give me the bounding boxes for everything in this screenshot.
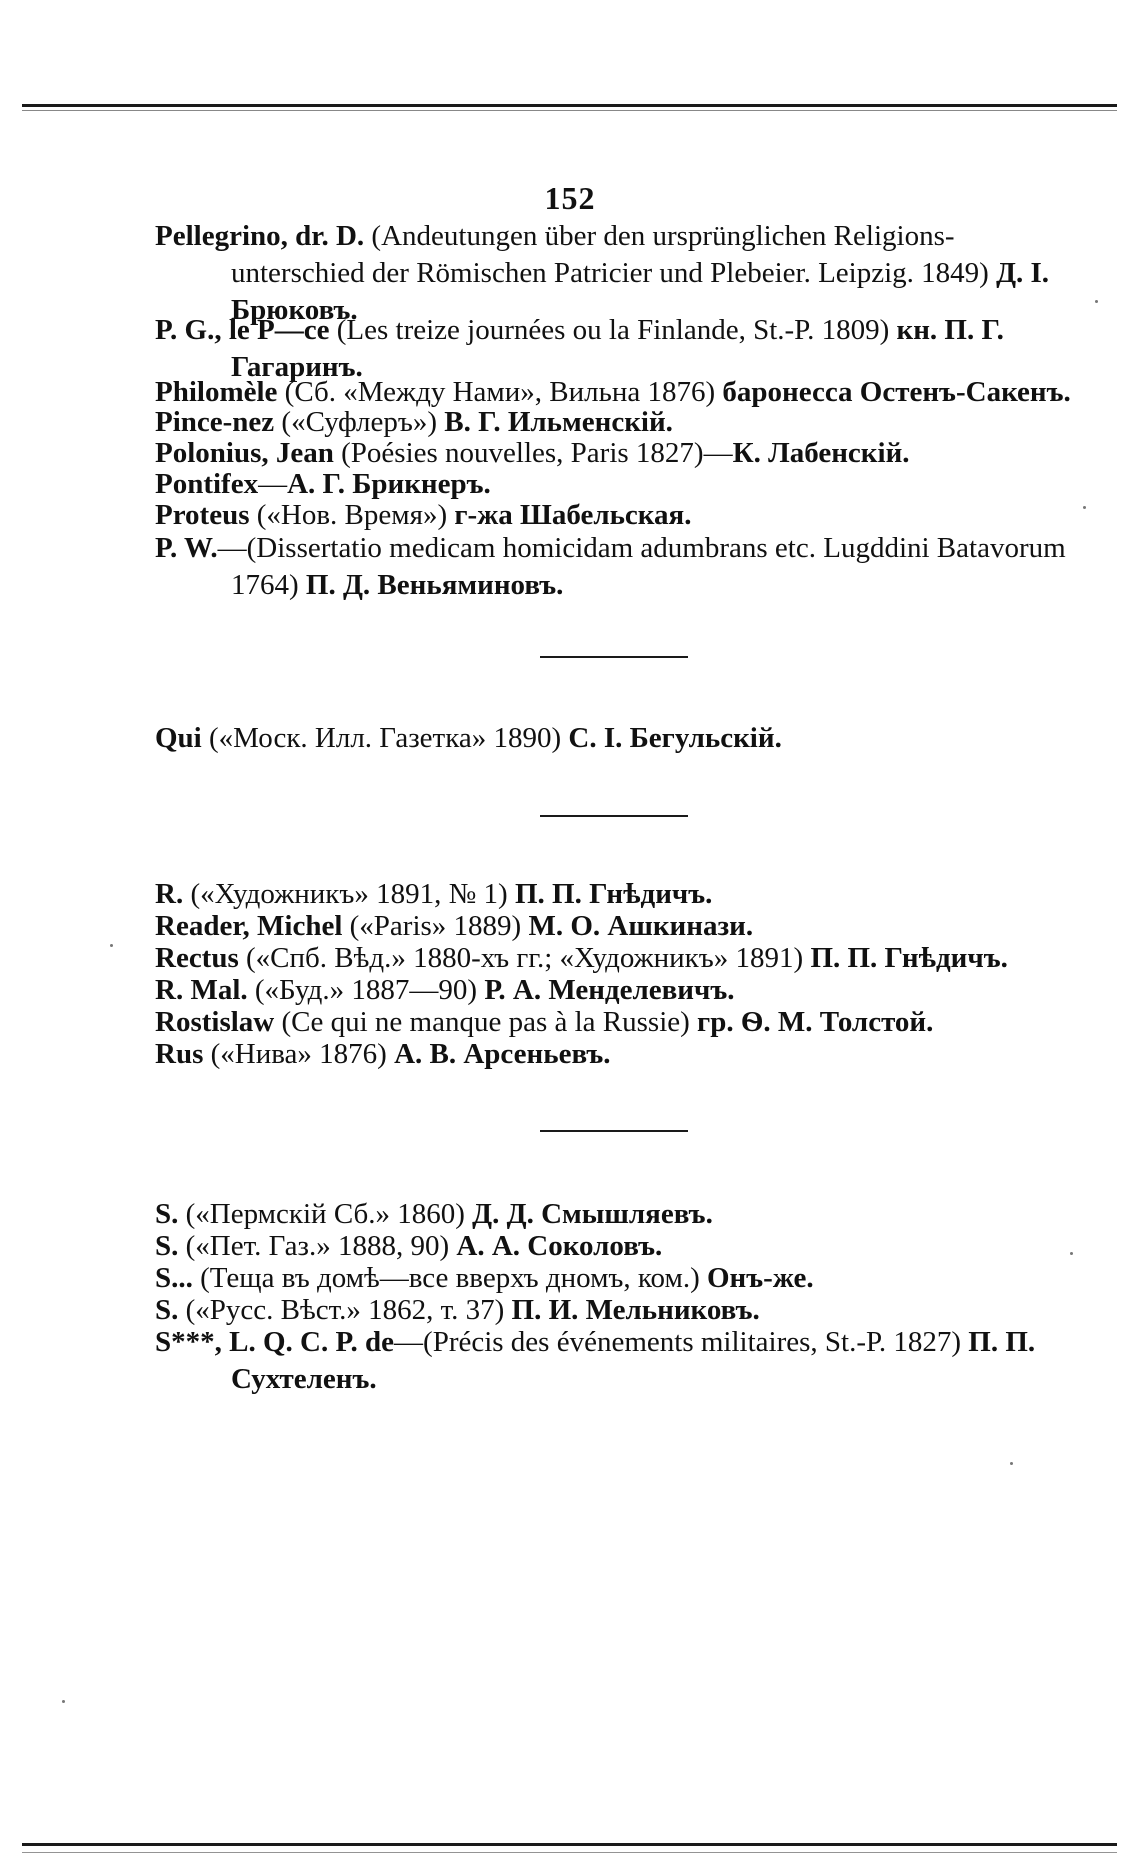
real-name: г-жа Шабельская. (454, 499, 692, 531)
real-name: П. Д. Веньяминовъ. (305, 569, 564, 601)
scan-speck (1095, 300, 1098, 303)
pseudonym: Reader, Michel (155, 910, 343, 942)
source-note: («Пет. Газ.» 1888, 90) (178, 1230, 457, 1262)
source-note: («Пермскій Сб.» 1860) (178, 1198, 473, 1230)
pseudonym: Pellegrino, dr. D. (155, 220, 365, 252)
pseudonym: Proteus (155, 499, 250, 531)
section-separator (540, 656, 688, 658)
pseudonym: Qui (155, 722, 202, 754)
source-note: —(Précis des événements militaires, St.-P. 1827) (394, 1326, 969, 1358)
real-name: П. П. Гнѣдичъ. (810, 942, 1008, 974)
source-note: («Русс. Вѣст.» 1862, т. 37) (178, 1294, 512, 1326)
real-name: А. В. Арсеньевъ. (394, 1038, 611, 1070)
top-border-rule-shadow (22, 110, 1117, 111)
pseudonym: Rostislaw (155, 1006, 275, 1038)
source-note: — (258, 468, 288, 500)
source-note: («Моск. Илл. Газетка» 1890) (201, 722, 569, 754)
real-name: гр. Ѳ. М. Толстой. (697, 1006, 934, 1038)
pseudonym: S. (155, 1198, 179, 1230)
source-note: («Нива» 1876) (203, 1038, 395, 1070)
source-note: (Poésies nouvelles, Paris 1827)— (333, 437, 733, 469)
pseudonym: S***, L. Q. C. P. de (155, 1326, 395, 1358)
section-separator (540, 1130, 688, 1132)
source-note: («Суфлеръ») (274, 406, 445, 438)
source-note: («Художникъ» 1891, № 1) (183, 878, 515, 910)
real-name: А. А. Соколовъ. (456, 1230, 663, 1262)
scan-speck (1010, 1462, 1013, 1465)
real-name: П. П. Гнѣдичъ. (514, 878, 713, 910)
page-number: 152 (544, 180, 596, 216)
real-name: Д. Д. Смышляевъ. (472, 1198, 713, 1230)
pseudonym: P. G., le P—ce (155, 314, 330, 346)
bottom-border-rule-shadow (22, 1852, 1117, 1853)
pseudonym: Polonius, Jean (155, 437, 334, 469)
real-name: С. І. Бегульскій. (568, 722, 782, 754)
real-name: Р. А. Менделевичъ. (484, 974, 735, 1006)
pseudonym: R. Mal. (155, 974, 248, 1006)
source-note: (Ce qui ne manque pas à la Russie) (274, 1006, 698, 1038)
pseudonym: S. (155, 1230, 179, 1262)
scan-speck (1070, 1252, 1073, 1255)
scan-speck (110, 944, 113, 947)
source-note: (Les treize journées ou la Finlande, St.-P. 1809) (329, 314, 897, 346)
pseudonym: Pince-nez (155, 406, 275, 438)
source-note: («Буд.» 1887—90) (247, 974, 485, 1006)
scan-speck (62, 1700, 65, 1703)
source-note: (Теща въ домѣ—все вверхъ дномъ, ком.) (192, 1262, 707, 1294)
source-note: (Сб. «Между Нами», Вильна 1876) (277, 376, 723, 408)
source-note: («Нов. Время») (249, 499, 455, 531)
real-name: К. Лабенскій. (732, 437, 910, 469)
index-entry (155, 720, 1075, 757)
real-name: Онъ-же. (707, 1262, 814, 1294)
index-entry (155, 1324, 1075, 1398)
pseudonym: Philomèle (155, 376, 278, 408)
real-name: В. Г. Ильменскій. (444, 406, 673, 438)
pseudonym: P. W. (155, 532, 218, 564)
top-border-rule (22, 104, 1117, 107)
source-note: (Andeutungen über den ursprünglichen Religions-unterschied der Römischen Patricier und Plebeier. Leipzig. 1849) (231, 220, 997, 289)
pseudonym: Rectus (155, 942, 239, 974)
index-entry (155, 497, 1075, 534)
real-name: баронесса Остенъ-Сакенъ. (722, 376, 1071, 408)
source-note: —(Dissertatio medicam homicidam adumbrans etc. Lugddini Batavorum 1764) (217, 532, 1066, 601)
real-name: А. Г. Брикнеръ. (287, 468, 491, 500)
section-separator (540, 815, 688, 817)
source-note: («Спб. Вѣд.» 1880-хъ гг.; «Художникъ» 1891) (238, 942, 811, 974)
pseudonym: Rus (155, 1038, 204, 1070)
real-name: М. О. Ашкинази. (528, 910, 754, 942)
pseudonym: S. (155, 1294, 179, 1326)
index-entry (155, 1036, 1075, 1073)
pseudonym: R. (155, 878, 184, 910)
pseudonym: S... (155, 1262, 193, 1294)
real-name: П. И. Мельниковъ. (511, 1294, 760, 1326)
real-name: П. П. Сухтеленъ. (231, 1326, 1036, 1395)
index-entry (155, 530, 1075, 604)
pseudonym: Pontifex (155, 468, 259, 500)
real-name: Д. І. Брюковъ. (231, 257, 1050, 326)
real-name: кн. П. Г. Гагаринъ. (231, 314, 1004, 383)
scan-speck (1083, 506, 1086, 509)
bottom-border-rule (22, 1843, 1117, 1846)
source-note: («Paris» 1889) (342, 910, 529, 942)
